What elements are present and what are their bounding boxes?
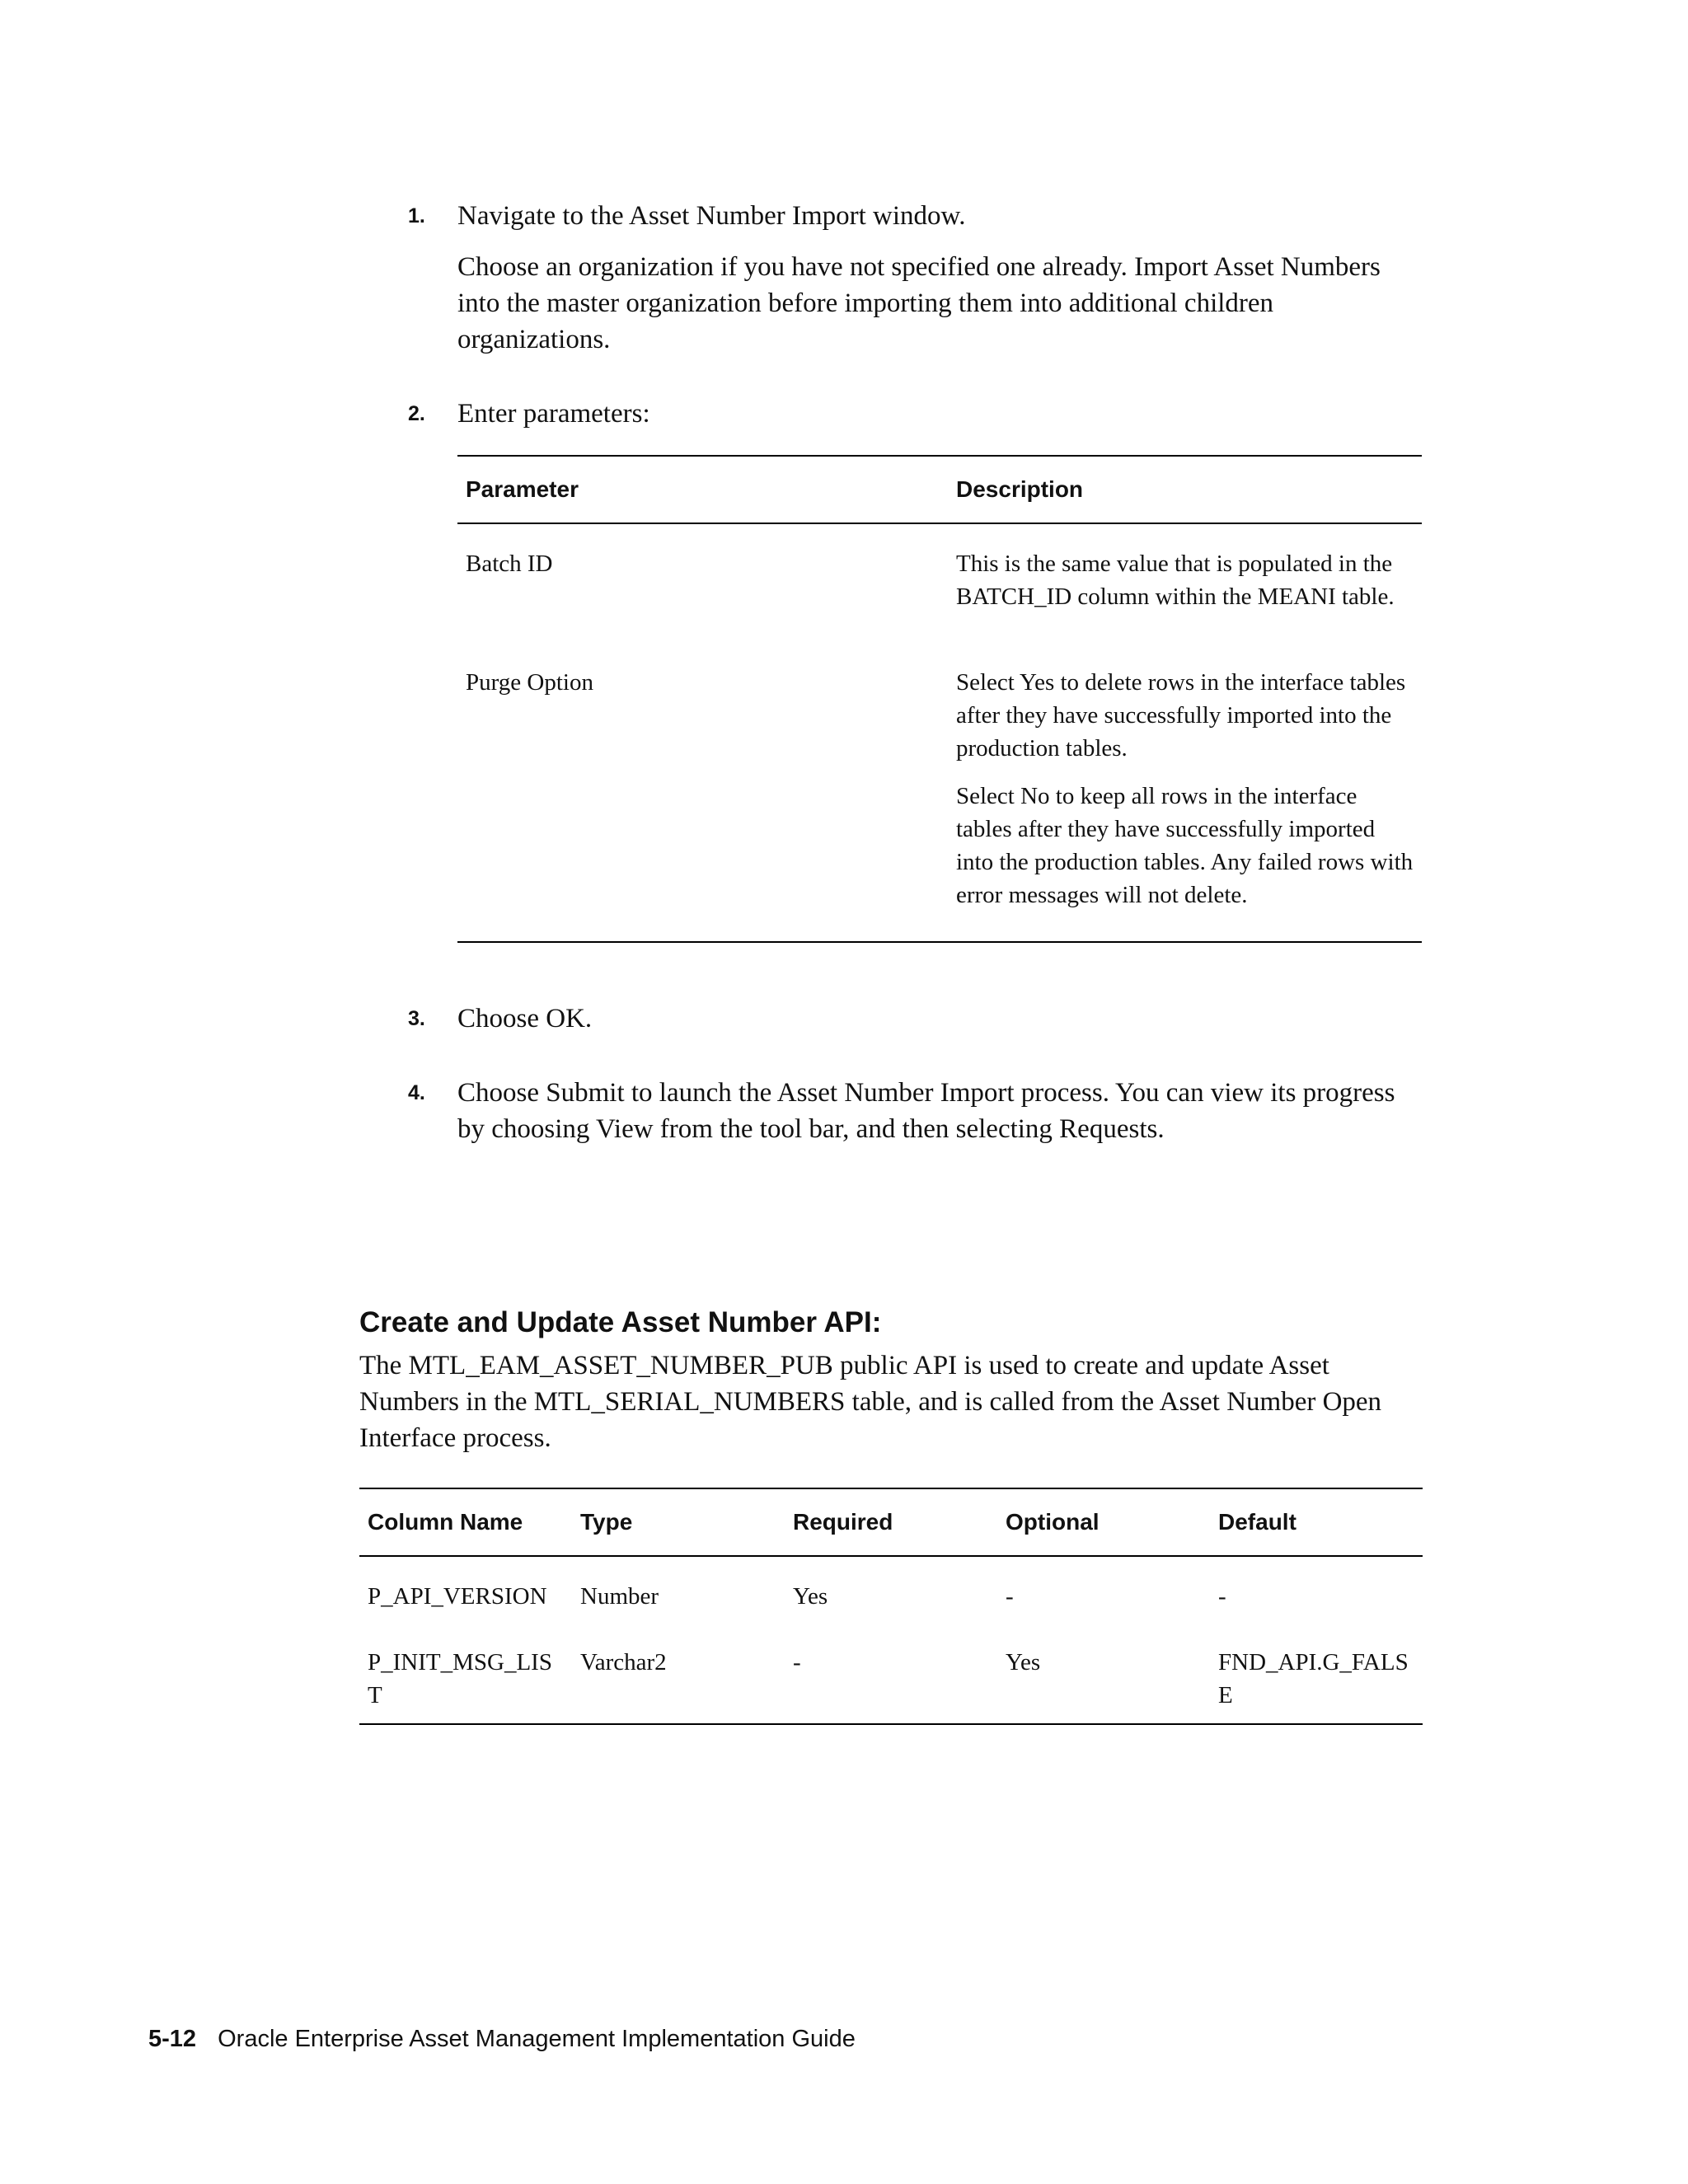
step-detail: Choose an organization if you have not specified one already. Import Asset Numbers into the master organization before importing them into additional children organizations. [457, 252, 1381, 354]
page-footer [148, 2026, 856, 2053]
section-body: The MTL_EAM_ASSET_NUMBER_PUB public API is used to create and update Asset Numbers in the MTL_SERIAL_NUMBERS table, and is called from the Asset Number Open Interface process. [359, 1351, 1382, 1453]
section-heading: Create and Update Asset Number API: [359, 1306, 882, 1338]
step-text: Enter parameters: [457, 399, 650, 429]
step-text: Choose Submit to launch the Asset Number Import process. You can view its progress by choosing View from the tool bar, and then selecting Requests. [457, 1078, 1395, 1144]
api-section [359, 1306, 1423, 1725]
parameter-name: Batch ID [466, 551, 553, 577]
table-row [457, 523, 1422, 643]
table-cell: Yes [793, 1583, 828, 1610]
step-1 [408, 198, 1422, 373]
column-header: Description [948, 456, 1422, 523]
description-paragraph: Select Yes to delete rows in the interface tables after they have successfully imported into the production tables. [956, 669, 1406, 762]
table-cell: P_API_VERSION [368, 1583, 547, 1610]
parameter-name: Purge Option [457, 643, 948, 942]
step-text: Navigate to the Asset Number Import window. [457, 201, 966, 231]
step-number: 2. [408, 402, 425, 425]
table-cell: - [785, 1623, 997, 1724]
step-4 [408, 1075, 1422, 1162]
table-row [359, 1556, 1423, 1623]
api-columns-table [359, 1488, 1423, 1725]
page-number: 5-12 [148, 2026, 197, 2052]
parameters-table [457, 455, 1422, 943]
step-number: 4. [408, 1081, 425, 1104]
procedure-steps [408, 198, 1422, 1185]
description-paragraph: Select No to keep all rows in the interface tables after they have successfully imported into the production tables. Any failed rows with error messages will not delete. [956, 783, 1414, 908]
step-2 [408, 396, 1422, 977]
column-header: Default [1210, 1488, 1423, 1556]
table-cell: Varchar2 [572, 1623, 785, 1724]
column-header: Optional [997, 1488, 1210, 1556]
table-cell: Number [580, 1583, 659, 1610]
column-header: Type [572, 1488, 785, 1556]
parameter-description [948, 643, 1422, 942]
column-header: Required [785, 1488, 997, 1556]
parameter-description [948, 523, 1422, 643]
column-header: Column Name [359, 1488, 572, 1556]
description-paragraph: This is the same value that is populated in the BATCH_ID column within the MEANI table. [956, 551, 1395, 610]
step-number: 3. [408, 1007, 425, 1030]
table-row [359, 1623, 1423, 1724]
column-header: Parameter [457, 456, 948, 523]
guide-title: Oracle Enterprise Asset Management Implementation Guide [218, 2026, 856, 2052]
table-cell: Yes [997, 1623, 1210, 1724]
step-number: 1. [408, 204, 425, 227]
step-text: Choose OK. [457, 1004, 593, 1033]
table-cell: P_INIT_MSG_LIST [359, 1623, 572, 1724]
table-cell: - [1218, 1583, 1226, 1610]
table-cell: - [1006, 1583, 1014, 1610]
table-row [457, 643, 1422, 942]
step-3 [408, 1001, 1422, 1052]
table-cell: FND_API.G_FALSE [1210, 1623, 1423, 1724]
